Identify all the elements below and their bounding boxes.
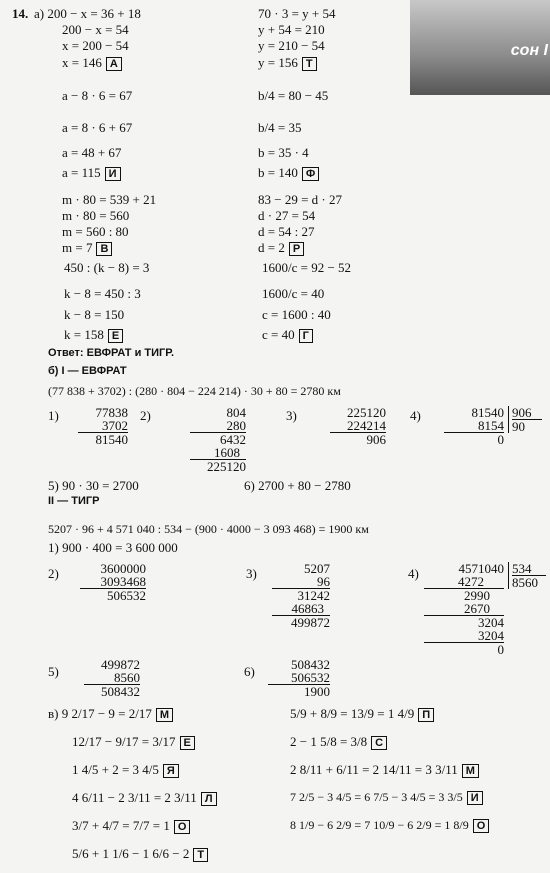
answer-box: Ф xyxy=(302,167,319,181)
fraction-eq: 12/17 − 9/17 = 3/17 xyxy=(72,734,176,749)
eq-line: m = 7 xyxy=(62,240,93,255)
answer-box: Р xyxy=(289,242,304,256)
eq-line: y = 210 − 54 xyxy=(258,38,325,53)
eq-line: b = 140 xyxy=(258,165,298,180)
answer-line: Ответ: ЕВФРАТ и ТИГР. xyxy=(48,347,175,359)
multiplication-calc: 804 280 6432 1608 225120 xyxy=(190,406,246,473)
eq-line: а) 200 − x = 36 + 18 xyxy=(34,6,141,21)
calc-label: 6) xyxy=(244,664,255,679)
calc-label: 3) xyxy=(286,408,297,423)
answer-box: В xyxy=(96,242,112,256)
division-divisor: 534 8560 xyxy=(508,562,546,589)
fraction-eq: в) 9 2/17 − 9 = 2/17 xyxy=(48,706,152,721)
eq-line: y + 54 = 210 xyxy=(258,22,325,37)
eq-line: c = 1600 : 40 xyxy=(262,307,331,322)
step-6: 6) 2700 + 80 − 2780 xyxy=(244,478,351,493)
multiplication-calc: 5207 96 31242 46863 499872 xyxy=(272,562,330,629)
fraction-eq: 3/7 + 4/7 = 7/7 = 1 xyxy=(72,818,170,833)
problem-number: 14. xyxy=(12,6,29,21)
fraction-eq: 2 8/11 + 6/11 = 2 14/11 = 3 3/11 xyxy=(290,762,458,777)
fraction-eq: 4 6/11 − 2 3/11 = 2 3/11 xyxy=(72,790,197,805)
eq-line: a − 8 · 6 = 67 xyxy=(62,88,133,103)
eq-line: k = 158 xyxy=(64,327,104,342)
calc-label: 5) xyxy=(48,664,59,679)
answer-box: И xyxy=(105,167,121,181)
corner-text: сон І xyxy=(510,42,548,59)
addition-calc: 499872 8560 508432 xyxy=(84,658,140,698)
division-calc: 4571040 4272 2990 2670 3204 3204 0 xyxy=(424,562,504,656)
eq-line: b/4 = 35 xyxy=(258,120,302,135)
calc-label: 2) xyxy=(48,566,59,581)
tigris-step-1: 1) 900 · 400 = 3 600 000 xyxy=(48,540,178,555)
eq-line: d · 27 = 54 xyxy=(258,208,316,223)
answer-box: Л xyxy=(201,792,217,806)
fraction-eq: 1 4/5 + 2 = 3 4/5 xyxy=(72,762,159,777)
eq-line: m = 560 : 80 xyxy=(62,224,129,239)
section-ii-heading: II — ТИГР xyxy=(48,495,100,507)
eq-line: y = 156 xyxy=(258,55,298,70)
eq-line: a = 48 + 67 xyxy=(62,145,122,160)
addition-calc: 77838 3702 81540 xyxy=(78,406,128,446)
calc-label: 4) xyxy=(408,566,419,581)
answer-box: Е xyxy=(108,329,123,343)
subtraction-calc: 508432 506532 1900 xyxy=(268,658,330,698)
answer-box: М xyxy=(462,764,479,778)
section-b-heading: б) I — ЕВФРАТ xyxy=(48,365,127,377)
fraction-eq: 8 1/9 − 6 2/9 = 7 10/9 − 6 2/9 = 1 8/9 xyxy=(290,818,469,832)
eq-line: x = 200 − 54 xyxy=(62,38,129,53)
eq-line: x = 146 xyxy=(62,55,102,70)
eq-line: d = 2 xyxy=(258,240,285,255)
step-5: 5) 90 · 30 = 2700 xyxy=(48,478,139,493)
answer-box: Т xyxy=(193,848,208,862)
eq-line: 1600/c = 92 − 52 xyxy=(262,260,352,275)
division-calc: 81540 8154 0 xyxy=(444,406,504,446)
answer-box: А xyxy=(106,57,122,71)
subtraction-calc: 225120 224214 906 xyxy=(330,406,386,446)
euphrates-expression: (77 838 + 3702) : (280 · 804 − 224 214) · 30 + 80 = 2780 км xyxy=(48,384,341,398)
division-divisor: 906 90 xyxy=(508,406,542,433)
answer-box: П xyxy=(418,708,434,722)
answer-box: И xyxy=(467,791,483,805)
answer-box: Т xyxy=(302,57,317,71)
calc-label: 3) xyxy=(246,566,257,581)
eq-line: d = 54 : 27 xyxy=(258,224,315,239)
answer-box: Е xyxy=(180,736,195,750)
calc-label: 2) xyxy=(140,408,151,423)
eq-line: a = 115 xyxy=(62,165,101,180)
answer-box: Г xyxy=(299,329,313,343)
answer-box: С xyxy=(371,736,387,750)
eq-line: c = 40 xyxy=(262,327,295,342)
answer-box: О xyxy=(473,819,490,833)
answer-box: М xyxy=(156,708,173,722)
answer-box: О xyxy=(174,820,191,834)
tigris-expression: 5207 · 96 + 4 571 040 : 534 − (900 · 4000 − 3 093 468) = 1900 км xyxy=(48,522,369,536)
eq-line: 450 : (k − 8) = 3 xyxy=(64,260,150,275)
eq-line: b = 35 · 4 xyxy=(258,145,309,160)
eq-line: 83 − 29 = d · 27 xyxy=(258,192,342,207)
fraction-eq: 5/6 + 1 1/6 − 1 6/6 − 2 xyxy=(72,846,190,861)
fraction-eq: 5/9 + 8/9 = 13/9 = 1 4/9 xyxy=(290,706,415,721)
eq-line: m · 80 = 560 xyxy=(62,208,130,223)
corner-banner xyxy=(410,0,550,95)
eq-line: a = 8 · 6 + 67 xyxy=(62,120,133,135)
subtraction-calc: 3600000 3093468 506532 xyxy=(80,562,146,602)
eq-line: k − 8 = 150 xyxy=(64,307,125,322)
eq-line: 70 · 3 = y + 54 xyxy=(258,6,336,21)
eq-line: 1600/c = 40 xyxy=(262,286,325,301)
answer-box: Я xyxy=(163,764,179,778)
eq-line: b/4 = 80 − 45 xyxy=(258,88,329,103)
fraction-eq: 7 2/5 − 3 4/5 = 6 7/5 − 3 4/5 = 3 3/5 xyxy=(290,790,463,804)
eq-line: k − 8 = 450 : 3 xyxy=(64,286,141,301)
calc-label: 4) xyxy=(410,408,421,423)
eq-line: m · 80 = 539 + 21 xyxy=(62,192,157,207)
fraction-eq: 2 − 1 5/8 = 3/8 xyxy=(290,734,368,749)
calc-label: 1) xyxy=(48,408,59,423)
eq-line: 200 − x = 54 xyxy=(62,22,129,37)
